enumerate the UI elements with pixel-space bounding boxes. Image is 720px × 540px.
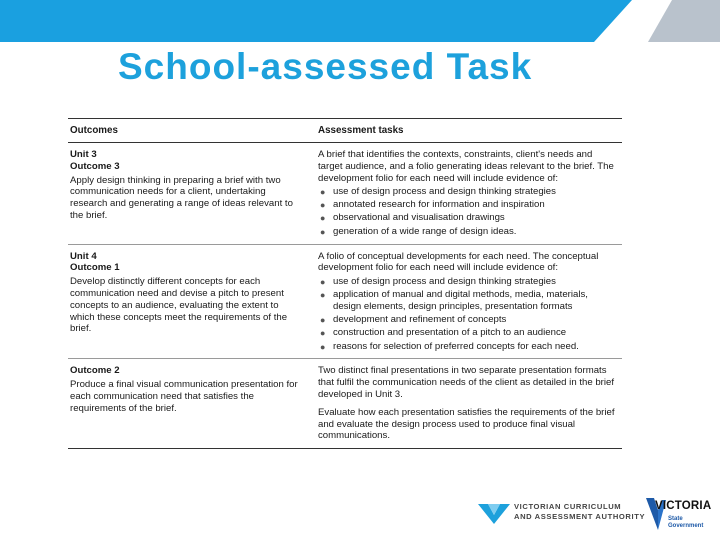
header-assessment-tasks: Assessment tasks: [318, 124, 404, 136]
bullet-icon: ●: [320, 315, 326, 326]
table-row-unit3-outcome3: [68, 143, 622, 244]
bullet-text: use of design process and design thinking strategies: [333, 275, 556, 287]
list-item: [318, 341, 618, 353]
list-item: [318, 327, 618, 339]
header-band: [0, 0, 720, 42]
unit-label: Unit 3: [70, 149, 97, 160]
list-item: [318, 276, 618, 288]
header-band-accent: [648, 0, 720, 42]
bullet-icon: ●: [320, 226, 326, 237]
table-header-row: [68, 119, 622, 142]
bullet-text: use of design process and design thinking strategies: [333, 185, 556, 197]
outcomes-table: [68, 118, 622, 449]
bullet-icon: ●: [320, 276, 326, 287]
assessment-paragraph: Two distinct final presentations in two separate presentation formats that fulfil the communication needs of the client as detailed in the brief developed in Unit 3.: [318, 365, 614, 401]
outcome-label: Outcome 2: [70, 365, 120, 377]
assessment-cell: [314, 149, 622, 238]
unit-label: Unit 4: [70, 250, 97, 262]
list-item: [318, 314, 618, 326]
outcome-label: Outcome 3: [70, 160, 120, 172]
bullet-text: development and refinement of concepts: [333, 314, 507, 326]
assessment-intro: A folio of conceptual developments for each need. The conceptual development folio for each need will include evidence of:: [318, 250, 599, 274]
bullet-icon: ●: [320, 200, 326, 211]
assessment-cell: [314, 251, 622, 353]
vcaa-chevron-icon: [478, 504, 510, 524]
outcome-cell: [68, 365, 314, 442]
assessment-bullets: [318, 186, 618, 238]
outcome-text: Develop distinctly different concepts for each communication need and devise a pitch to present concepts to an audience, evaluating the extent to which these concepts meet the requirements of the brief.: [70, 276, 288, 335]
table-row-unit4-outcome2: [68, 359, 622, 448]
outcome-text: Produce a final visual communication presentation for each communication need that satisfies the requirements of the brief.: [70, 379, 298, 414]
outcome-text: Apply design thinking in preparing a brief with two communication needs for a client, undertaking research and generating a range of ideas relevant to the brief.: [70, 174, 293, 221]
slide-title: School-assessed Task: [118, 46, 533, 87]
table-bottom-rule: [68, 448, 622, 449]
list-item: [318, 212, 618, 224]
government-label: Government: [668, 523, 704, 529]
header-band-shapes: [0, 0, 720, 42]
state-government-label: [668, 516, 703, 530]
bullet-text: reasons for selection of preferred concepts for each need.: [333, 340, 579, 352]
bullet-text: observational and visualisation drawings: [333, 212, 505, 224]
table-row-unit4-outcome1: [68, 245, 622, 359]
bullet-icon: ●: [320, 213, 326, 224]
bullet-icon: ●: [320, 328, 326, 339]
assessment-paragraph: Evaluate how each presentation satisfies the requirements of the brief and evaluate the design process used to produce final visual communications.: [318, 406, 615, 442]
state-label: State: [668, 516, 683, 522]
assessment-intro: A brief that identifies the contexts, constraints, client's needs and target audience, and a folio generating ideas relevant to the brief. The development folio for each need will include evidence of:: [318, 149, 614, 184]
vcaa-line-1: VICTORIAN CURRICULUM: [514, 502, 622, 511]
list-item: [318, 289, 618, 313]
assessment-bullets: [318, 276, 618, 353]
header-band-main: [0, 0, 632, 42]
victoria-wordmark: VICTORIA: [655, 500, 712, 512]
assessment-cell: [314, 365, 622, 442]
bullet-text: generation of a wide range of design ideas.: [333, 225, 517, 237]
vcaa-logo: [478, 500, 646, 530]
header-outcomes: Outcomes: [70, 124, 118, 136]
outcome-cell: [68, 251, 314, 353]
bullet-text: application of manual and digital methods, media, materials, design elements, design principles, presentation formats: [333, 288, 588, 312]
outcome-label: Outcome 1: [70, 262, 120, 274]
list-item: [318, 199, 618, 211]
vcaa-wordmark: [514, 502, 645, 522]
bullet-text: annotated research for information and inspiration: [333, 199, 545, 211]
list-item: [318, 226, 618, 238]
vcaa-line-2: AND ASSESSMENT AUTHORITY: [514, 512, 646, 521]
bullet-icon: ●: [320, 341, 326, 352]
outcome-cell: [68, 149, 314, 238]
list-item: [318, 186, 618, 198]
bullet-icon: ●: [320, 289, 326, 300]
bullet-icon: ●: [320, 186, 326, 197]
bullet-text: construction and presentation of a pitch to an audience: [333, 327, 567, 339]
victoria-government-logo: [646, 496, 712, 536]
